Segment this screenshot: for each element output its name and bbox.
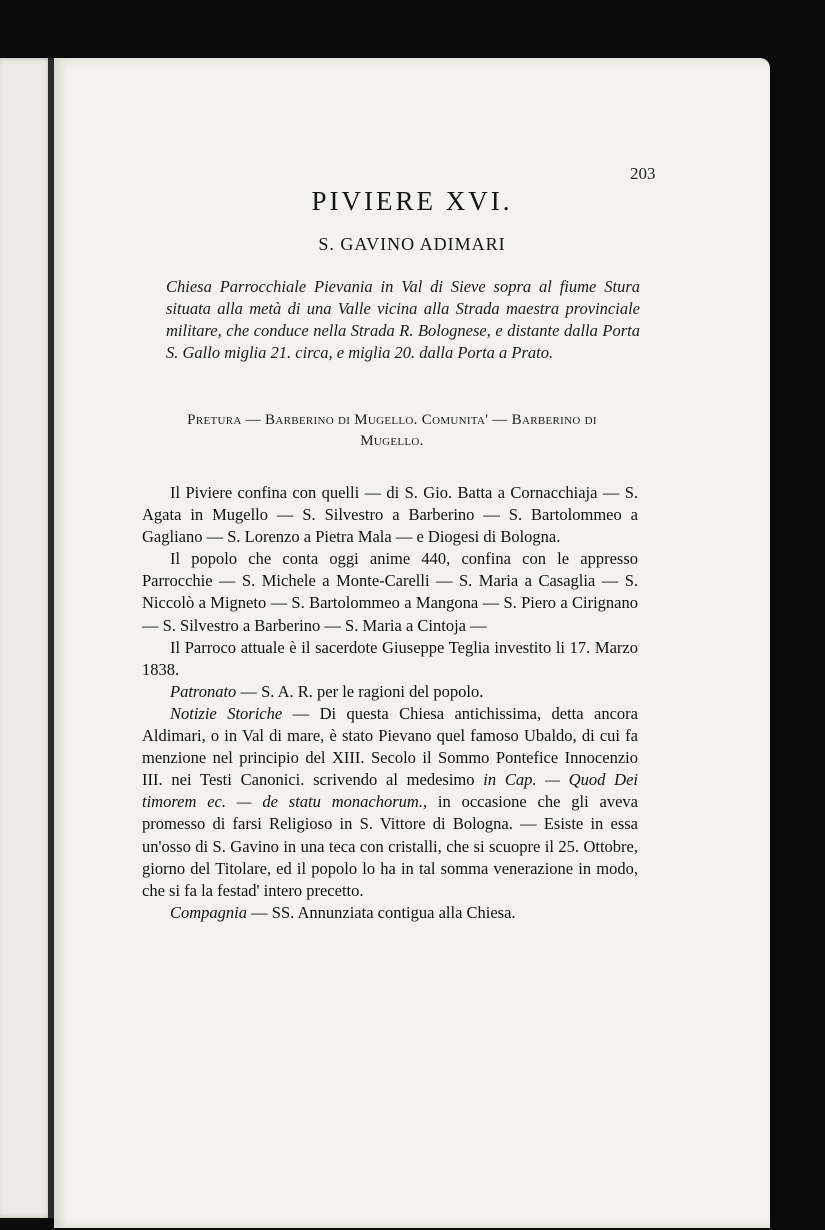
patronato-text: — S. A. R. per le ragioni del popolo. (236, 681, 484, 701)
paragraph-notizie (142, 703, 638, 902)
church-name: S. GAVINO ADIMARI (318, 234, 506, 254)
body-text (142, 482, 638, 924)
book-page (54, 58, 770, 1228)
notizie-text-2: , in occasione che gli aveva promesso di farsi Religioso in S. Vittore di Bologna. — Esiste in essa un'osso di S. Gavino in una teca con cristalli, che si scuopre il 25. Ottobre, giorno del Titolare, ed il popolo lo ha in tal somma venerazione in modo, che si fa la festad' intero precetto. (142, 792, 638, 900)
notizie-citation: in Cap. — Quod Dei timorem ec. — de statu monachorum. (142, 770, 638, 812)
patronato-label: Patronato (170, 681, 237, 701)
jurisdiction-line: Pretura — Barberino di Mugello. Comunita' — Barberino di Mugello. (187, 412, 597, 449)
compagnia-text: — SS. Annunziata contigua alla Chiesa. (247, 902, 516, 922)
facing-page-edge (0, 58, 52, 1218)
paragraph-patronato (142, 681, 638, 703)
notizie-label: Notizie Storiche (170, 703, 283, 723)
paragraph-confini: Il Piviere confina con quelli — di S. Gio. Batta a Cornacchiaja — S. Agata in Mugello — S. Silvestro a Barberino — S. Bartolommeo a Gagliano — S. Lorenzo a Pietra Mala — e Diogesi di Bologna. (142, 483, 638, 547)
page-number: 203 (630, 164, 656, 183)
notizie-text-1: — Di questa Chiesa antichissima, detta ancora Aldimari, o in Val di mare, è stato Pievano quel famoso Ubaldo, di cui fa menzione nel principio del XIII. Secolo il Sommo Pontefice Innocenzio III. nei Testi Canonici. scrivendo al medesimo (142, 703, 638, 790)
page-title: PIVIERE XVI. (311, 186, 513, 216)
church-description: Chiesa Parrocchiale Pievania in Val di Sieve sopra al fiume Stura situata alla metà di una Valle vicina alla Strada maestra provinciale militare, che conduce nella Strada R. Bolognese, e distante dalla Porta S. Gallo miglia 21. circa, e miglia 20. dalla Porta a Prato. (166, 277, 640, 362)
paragraph-parroco: Il Parroco attuale è il sacerdote Giuseppe Teglia investito li 17. Marzo 1838. (142, 637, 638, 679)
paragraph-compagnia (142, 902, 638, 924)
paragraph-popolo: Il popolo che conta oggi anime 440, confina con le appresso Parrocchie — S. Michele a Monte-Carelli — S. Maria a Casaglia — S. Niccolò a Migneto — S. Bartolommeo a Mangona — S. Piero a Cirignano — S. Silvestro a Barberino — S. Maria a Cintoja — (142, 549, 638, 635)
compagnia-label: Compagnia (170, 902, 248, 922)
